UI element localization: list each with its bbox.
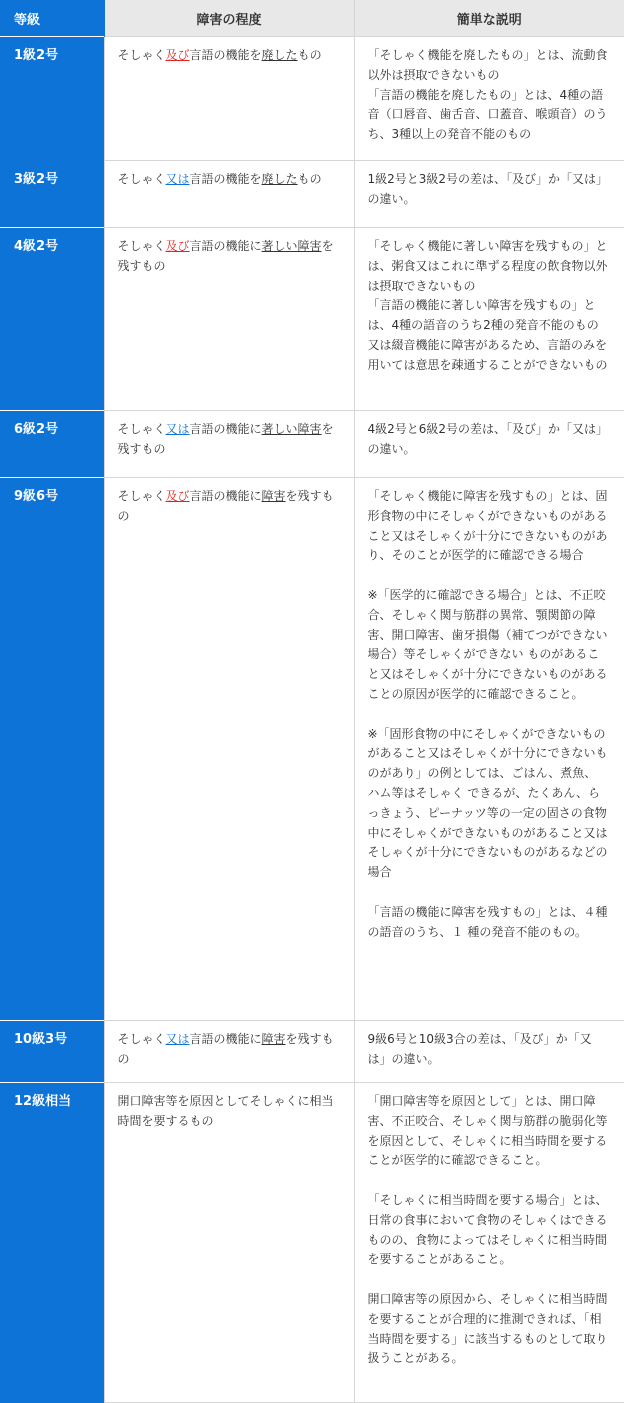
description-paragraph: ※「医学的に確認できる場合」とは、不正咬合、そしゃく関与筋群の異常、顎関節の障害、開口障害、歯牙損傷（補てつができない場合）等そしゃくができない ものがあること又はそしゃくが十分にできないものがあることの原因が医学的に確認できること。 [367, 587, 608, 701]
conjunction-label: 及び [165, 489, 190, 503]
description-paragraph: 「言語の機能に障害を残すもの」とは、４種の語音のうち、１ 種の発音不能のもの。 [367, 904, 608, 939]
key-term: 著しい障害 [261, 239, 322, 253]
key-term: 障害 [261, 1032, 286, 1046]
description-cell [354, 411, 624, 478]
table-header-row [0, 0, 624, 37]
table-row [0, 1083, 624, 1403]
description-paragraph: 9級6号と10級3合の差は、「及び」か「又は」の違い。 [367, 1032, 592, 1066]
header-description: 簡単な説明 [354, 0, 624, 37]
degree-cell: そしゃく又は言語の機能に障害を残すもの [104, 1021, 354, 1083]
description-paragraph: 「そしゃく機能に著しい障害を残すもの」とは、粥食又はこれに準ずる程度の飲食物以外は摂取できないもの 「言語の機能に著しい障害を残すもの」とは、4種の語音のうち2種の発音不能のもの又は綴音機能に障害があるため、言語のみを用いては意思を疎通することができないもの [367, 239, 608, 372]
key-term: 著しい障害 [261, 422, 322, 436]
conjunction-label: 及び [165, 239, 190, 253]
description-cell [354, 37, 624, 161]
header-degree: 障害の程度 [104, 0, 354, 37]
grade-cell: 6級2号 [0, 411, 104, 478]
grade-cell: 10級3号 [0, 1021, 104, 1083]
key-term: 廃した [261, 172, 298, 186]
description-paragraph: ※「固形食物の中にそしゃくができないものがあること又はそしゃくが十分にできないものがあり」の例としては、ごはん、煮魚、ハム等はそしゃく できるが、たくあん、らっきょう、ピーナッツ等の一定の固さの食物中にそしゃくができないものがあること又はそしゃくが十分にできないものがあるなどの場合 [367, 726, 608, 880]
table-body [0, 37, 624, 1403]
description-paragraph: 「そしゃく機能に障害を残すもの」とは、固形食物の中にそしゃくができないものがあること又はそしゃくが十分にできないものがあり、そのことが医学的に確認できる場合 [367, 489, 608, 563]
key-term: 廃した [261, 48, 298, 62]
table-row [0, 228, 624, 411]
table-row [0, 161, 624, 228]
table-row [0, 37, 624, 161]
description-cell [354, 228, 624, 411]
grade-cell: 3級2号 [0, 161, 104, 228]
grade-cell: 12級相当 [0, 1083, 104, 1403]
table-row [0, 1021, 624, 1083]
description-cell [354, 1021, 624, 1083]
conjunction-label: 又は [165, 422, 190, 436]
key-term: 障害 [261, 489, 286, 503]
description-cell [354, 161, 624, 228]
description-paragraph: 「開口障害等を原因として」とは、開口障害、不正咬合、そしゃく関与筋群の脆弱化等を原因として、そしゃくに相当時間を要することが医学的に確認できること。 [367, 1094, 608, 1168]
description-paragraph: 「そしゃくに相当時間を要する場合」とは、日常の食事において食物のそしゃくはできるものの、食物によってはそしゃくに相当時間を要することがあること。 [367, 1192, 608, 1267]
degree-cell: そしゃく及び言語の機能を廃したもの [104, 37, 354, 161]
grade-cell: 9級6号 [0, 478, 104, 1021]
degree-cell: そしゃく及び言語の機能に著しい障害を残すもの [104, 228, 354, 411]
degree-cell: そしゃく又は言語の機能に著しい障害を残すもの [104, 411, 354, 478]
degree-cell: そしゃく及び言語の機能に障害を残すもの [104, 478, 354, 1021]
table-row [0, 411, 624, 478]
grade-cell: 1級2号 [0, 37, 104, 161]
conjunction-label: 又は [165, 172, 190, 186]
degree-cell: 開口障害等を原因としてそしゃくに相当時間を要するもの [104, 1083, 354, 1403]
description-paragraph: 開口障害等の原因から、そしゃくに相当時間を要することが合理的に推測できれば、「相当時間を要する」に該当するものとして取り扱うことがある。 [367, 1291, 608, 1366]
description-paragraph: 1級2号と3級2号の差は、「及び」か「又は」の違い。 [367, 172, 603, 206]
conjunction-label: 及び [165, 48, 190, 62]
grade-cell: 4級2号 [0, 228, 104, 411]
header-grade: 等級 [0, 0, 104, 37]
description-paragraph: 「そしゃく機能を廃したもの」とは、流動食以外は摂取できないもの 「言語の機能を廃したもの」とは、4種の語音（口唇音、歯舌音、口蓋音、喉頭音）のうち、3種以上の発音不能のもの [367, 48, 608, 142]
description-cell [354, 1083, 624, 1403]
table-row [0, 478, 624, 1021]
description-cell [354, 478, 624, 1021]
conjunction-label: 又は [165, 1032, 190, 1046]
degree-cell: そしゃく又は言語の機能を廃したもの [104, 161, 354, 228]
description-paragraph: 4級2号と6級2号の差は、「及び」か「又は」の違い。 [367, 422, 603, 456]
